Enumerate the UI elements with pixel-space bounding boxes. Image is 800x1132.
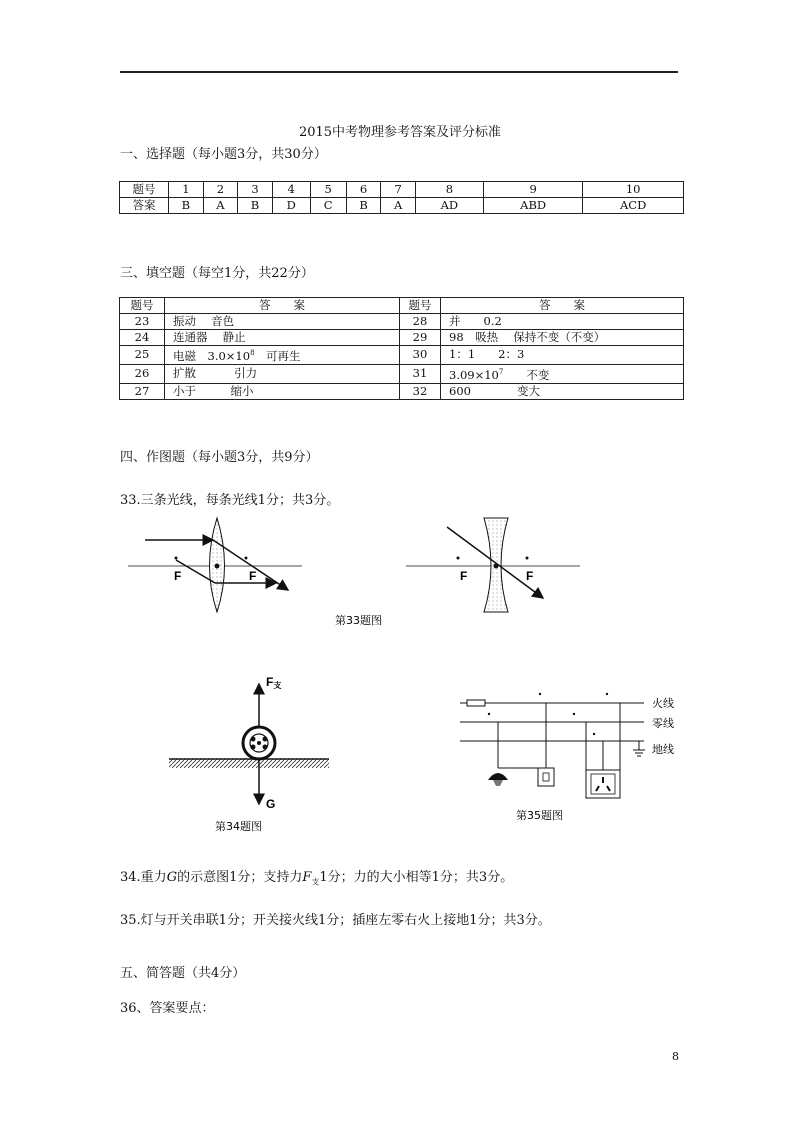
neutral-wire-label: 零线: [652, 717, 674, 730]
concave-lens-diagram: [406, 518, 580, 612]
focus-label: F: [460, 569, 468, 583]
table-cell: 27: [120, 383, 165, 399]
text-part: 1分；力的大小相等1分；共3分。: [319, 870, 514, 885]
row-label: 答案: [120, 198, 169, 214]
force-diagram: [169, 675, 329, 811]
section-4-heading: 四、作图题（每小题3分，共9分）: [120, 450, 319, 465]
table-cell: B: [238, 198, 273, 214]
table-cell: A: [381, 198, 415, 214]
lamp-bulb: [493, 780, 503, 786]
focal-point: [457, 557, 460, 560]
table-cell: 1: [169, 182, 204, 198]
dot: [539, 693, 541, 695]
focus-label: F: [249, 569, 257, 583]
symbol-g: G: [166, 870, 178, 885]
table-cell: C: [310, 198, 346, 214]
table-cell: A: [203, 198, 237, 214]
table-cell: 6: [346, 182, 381, 198]
cell-text: 不变: [503, 367, 550, 382]
optical-center: [494, 564, 499, 569]
table-cell: ACD: [583, 198, 684, 214]
focal-point: [245, 557, 248, 560]
header-cell: 答 案: [441, 298, 684, 314]
exponent: 7: [498, 367, 504, 376]
table-cell: 4: [272, 182, 310, 198]
figure-caption: 第33题图: [335, 614, 382, 627]
focal-point: [526, 557, 529, 560]
q34-text: [120, 866, 513, 888]
table-cell: B: [169, 198, 204, 214]
table-cell: 98 吸热 保持不变（不变）: [441, 330, 684, 346]
table-cell: 3: [238, 182, 273, 198]
table-cell: 5: [310, 182, 346, 198]
page-title: 2015中考物理参考答案及评分标准: [298, 125, 502, 140]
support-force-label: [266, 675, 281, 690]
figure-caption: 第34题图: [215, 820, 262, 833]
table-cell: 24: [120, 330, 165, 346]
cell-text: 电磁 3.0×10: [173, 348, 251, 363]
table-cell: 并 0.2: [441, 314, 684, 330]
section-1-heading: 一、选择题（每小题3分，共30分）: [120, 147, 327, 162]
table-cell: 连通器 静止: [165, 330, 400, 346]
table-cell: 26: [120, 364, 165, 383]
table-cell: 31: [400, 364, 441, 383]
dot: [488, 713, 490, 715]
header-cell: 题号: [120, 298, 165, 314]
focus-label: F: [174, 569, 182, 583]
table-cell: 8: [415, 182, 483, 198]
table-cell: 25: [120, 346, 165, 365]
ground-hatch: [169, 759, 329, 768]
figure-caption: 第35题图: [516, 809, 563, 822]
dot: [573, 713, 575, 715]
table-cell: 7: [381, 182, 415, 198]
table-cell: 9: [483, 182, 582, 198]
dot: [606, 693, 608, 695]
table-cell: 29: [400, 330, 441, 346]
table-cell: AD: [415, 198, 483, 214]
table-cell: 1：1 2：3: [441, 346, 684, 365]
ball-spot: [263, 737, 268, 742]
table-cell: 32: [400, 383, 441, 399]
convex-lens-diagram: [128, 518, 302, 612]
exponent: 8: [250, 349, 255, 357]
table-cell: 30: [400, 346, 441, 365]
row-label: 题号: [120, 182, 169, 198]
force-symbol: F: [266, 675, 274, 689]
ball-spot: [251, 745, 256, 750]
ball-spot: [263, 745, 268, 750]
page-number: 8: [672, 1050, 679, 1063]
ground-wire-label: 地线: [652, 743, 674, 756]
q33-text: 33.三条光线，每条光线1分；共3分。: [120, 493, 340, 508]
q36-text: 36、答案要点：: [120, 1001, 215, 1016]
q35-text: 35.灯与开关串联1分；开关接火线1分；插座左零右火上接地1分；共3分。: [120, 913, 551, 928]
circuit-diagram: [460, 693, 674, 798]
table-cell: 振动 音色: [165, 314, 400, 330]
table-cell: B: [346, 198, 381, 214]
table-cell: 扩散 引力: [165, 364, 400, 383]
symbol-subscript: 支: [311, 877, 320, 887]
section-3-heading: 三、填空题（每空1分，共22分）: [120, 266, 314, 281]
table-cell: 23: [120, 314, 165, 330]
ball-spot: [257, 741, 261, 745]
table-cell: 2: [203, 182, 237, 198]
cell-text: 可再生: [254, 348, 301, 363]
fuse: [467, 700, 485, 706]
table-cell: D: [272, 198, 310, 214]
symbol-f: F: [302, 870, 312, 885]
table-cell: 10: [583, 182, 684, 198]
live-wire-label: 火线: [652, 697, 674, 710]
table-cell: 小于 缩小: [165, 383, 400, 399]
table-cell: 28: [400, 314, 441, 330]
text-part: 34.重力: [120, 870, 167, 885]
ball-spot: [251, 737, 256, 742]
table-cell: ABD: [483, 198, 582, 214]
text-part: 的示意图1分；支持力: [177, 870, 303, 885]
gravity-label: G: [266, 797, 276, 811]
focal-point: [175, 557, 178, 560]
section-5-heading: 五、简答题（共4分）: [120, 966, 246, 981]
header-cell: 答 案: [165, 298, 400, 314]
dot: [593, 733, 595, 735]
lamp: [488, 773, 508, 780]
header-cell: 题号: [400, 298, 441, 314]
table-cell: 600 变大: [441, 383, 684, 399]
optical-center: [215, 564, 220, 569]
force-subscript: 支: [273, 681, 282, 690]
focus-label: F: [526, 569, 534, 583]
cell-text: 3.09×10: [449, 367, 499, 382]
switch-button: [543, 773, 549, 781]
